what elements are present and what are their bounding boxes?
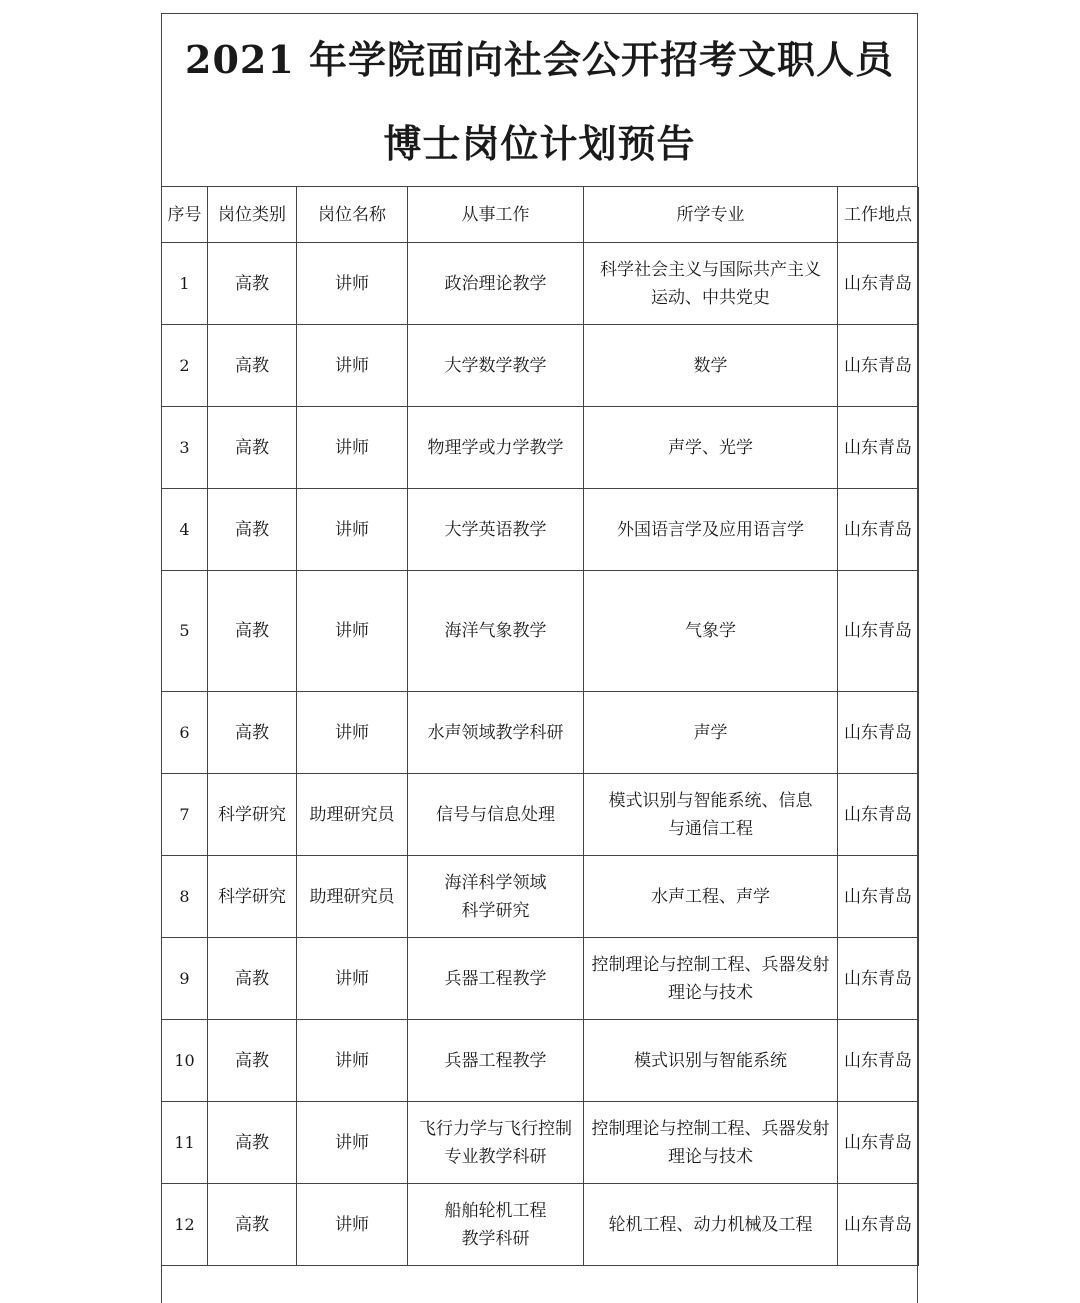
cell-no: 5 bbox=[162, 571, 208, 692]
cell-line: 轮机工程、动力机械及工程 bbox=[608, 1214, 813, 1235]
cell-location: 山东青岛 bbox=[838, 856, 919, 938]
title-line-2: 博士岗位计划预告 bbox=[383, 121, 696, 166]
cell-position: 助理研究员 bbox=[297, 774, 408, 856]
title-line-1: 2021 年学院面向社会公开招考文职人员 bbox=[185, 37, 894, 82]
cell-line: 飞行力学与飞行控制 bbox=[419, 1118, 572, 1139]
cell-line: 船舶轮机工程 bbox=[444, 1200, 547, 1221]
cell-line: 科学社会主义与国际共产主义 bbox=[600, 259, 821, 280]
cell-no: 3 bbox=[162, 407, 208, 489]
cell-position: 讲师 bbox=[297, 1184, 408, 1266]
cell-location: 山东青岛 bbox=[838, 1020, 919, 1102]
cell-line: 理论与技术 bbox=[668, 982, 753, 1003]
cell-no: 2 bbox=[162, 325, 208, 407]
table-header-row bbox=[162, 187, 919, 243]
cell-position: 讲师 bbox=[297, 938, 408, 1020]
cell-major bbox=[584, 938, 838, 1020]
table-row bbox=[162, 774, 919, 856]
cell-work bbox=[408, 1102, 584, 1184]
document-sheet bbox=[161, 13, 918, 1303]
cell-position: 讲师 bbox=[297, 571, 408, 692]
table-row bbox=[162, 243, 919, 325]
cell-location: 山东青岛 bbox=[838, 1102, 919, 1184]
cell-line: 控制理论与控制工程、兵器发射 bbox=[591, 1118, 830, 1139]
cell-work bbox=[408, 774, 584, 856]
cell-line: 兵器工程教学 bbox=[444, 1050, 547, 1071]
cell-major bbox=[584, 774, 838, 856]
cell-position: 讲师 bbox=[297, 692, 408, 774]
cell-line: 海洋气象教学 bbox=[444, 621, 547, 641]
cell-position: 讲师 bbox=[297, 243, 408, 325]
cell-position: 讲师 bbox=[297, 1102, 408, 1184]
cell-line: 模式识别与智能系统 bbox=[634, 1050, 787, 1071]
cell-line: 大学数学教学 bbox=[444, 355, 547, 376]
cell-location: 山东青岛 bbox=[838, 243, 919, 325]
cell-work bbox=[408, 1020, 584, 1102]
cell-line: 控制理论与控制工程、兵器发射 bbox=[591, 954, 830, 975]
table-row bbox=[162, 1184, 919, 1266]
cell-line: 模式识别与智能系统、信息 bbox=[608, 790, 813, 811]
table-row bbox=[162, 938, 919, 1020]
cell-major bbox=[584, 1184, 838, 1266]
header-no: 序号 bbox=[162, 187, 208, 243]
cell-work bbox=[408, 407, 584, 489]
cell-line: 声学、光学 bbox=[668, 437, 753, 458]
cell-major bbox=[584, 1020, 838, 1102]
cell-no: 6 bbox=[162, 692, 208, 774]
cell-category: 高教 bbox=[208, 1020, 297, 1102]
header-position: 岗位名称 bbox=[297, 187, 408, 243]
cell-no: 7 bbox=[162, 774, 208, 856]
cell-line: 与通信工程 bbox=[668, 818, 753, 839]
cell-no: 11 bbox=[162, 1102, 208, 1184]
cell-work bbox=[408, 856, 584, 938]
cell-line: 外国语言学及应用语言学 bbox=[617, 519, 804, 540]
cell-line: 水声领域教学科研 bbox=[427, 722, 564, 743]
cell-category: 高教 bbox=[208, 325, 297, 407]
cell-work bbox=[408, 938, 584, 1020]
cell-line: 信号与信息处理 bbox=[436, 804, 555, 825]
header-category: 岗位类别 bbox=[208, 187, 297, 243]
cell-location: 山东青岛 bbox=[838, 325, 919, 407]
cell-major bbox=[584, 1102, 838, 1184]
cell-line: 海洋科学领域 bbox=[444, 872, 547, 893]
cell-no: 8 bbox=[162, 856, 208, 938]
cell-line: 声学 bbox=[693, 722, 728, 743]
header-location: 工作地点 bbox=[838, 187, 919, 243]
cell-line: 专业教学科研 bbox=[444, 1146, 547, 1167]
header-major: 所学专业 bbox=[584, 187, 838, 243]
cell-major bbox=[584, 856, 838, 938]
cell-location: 山东青岛 bbox=[838, 571, 919, 692]
table-row bbox=[162, 571, 919, 692]
cell-major bbox=[584, 692, 838, 774]
cell-category: 高教 bbox=[208, 1102, 297, 1184]
cell-major bbox=[584, 325, 838, 407]
cell-major bbox=[584, 489, 838, 571]
cell-line: 运动、中共党史 bbox=[651, 287, 770, 308]
cell-no: 12 bbox=[162, 1184, 208, 1266]
table-row bbox=[162, 692, 919, 774]
cell-line: 数学 bbox=[693, 355, 728, 376]
cell-line: 气象学 bbox=[685, 621, 736, 641]
table-row bbox=[162, 325, 919, 407]
cell-work bbox=[408, 571, 584, 692]
cell-position: 讲师 bbox=[297, 407, 408, 489]
document-title bbox=[162, 14, 917, 187]
cell-no: 10 bbox=[162, 1020, 208, 1102]
table-row bbox=[162, 1102, 919, 1184]
cell-location: 山东青岛 bbox=[838, 489, 919, 571]
cell-location: 山东青岛 bbox=[838, 774, 919, 856]
cell-line: 科学研究 bbox=[461, 900, 530, 921]
cell-category: 高教 bbox=[208, 407, 297, 489]
cell-work bbox=[408, 692, 584, 774]
cell-major bbox=[584, 243, 838, 325]
cell-line: 政治理论教学 bbox=[444, 273, 547, 294]
cell-line: 理论与技术 bbox=[668, 1146, 753, 1167]
table-row bbox=[162, 856, 919, 938]
cell-line: 物理学或力学教学 bbox=[427, 437, 564, 458]
cell-category: 科学研究 bbox=[208, 774, 297, 856]
table-row bbox=[162, 1020, 919, 1102]
cell-major bbox=[584, 407, 838, 489]
cell-location: 山东青岛 bbox=[838, 692, 919, 774]
cell-no: 9 bbox=[162, 938, 208, 1020]
positions-table bbox=[161, 187, 919, 1266]
cell-work bbox=[408, 243, 584, 325]
cell-position: 讲师 bbox=[297, 1020, 408, 1102]
cell-location: 山东青岛 bbox=[838, 1184, 919, 1266]
cell-line: 兵器工程教学 bbox=[444, 968, 547, 989]
cell-no: 1 bbox=[162, 243, 208, 325]
cell-position: 讲师 bbox=[297, 489, 408, 571]
cell-category: 高教 bbox=[208, 1184, 297, 1266]
cell-position: 助理研究员 bbox=[297, 856, 408, 938]
cell-major bbox=[584, 571, 838, 692]
cell-line: 大学英语教学 bbox=[444, 519, 547, 540]
table-body bbox=[162, 243, 919, 1266]
table-row bbox=[162, 489, 919, 571]
cell-line: 教学科研 bbox=[461, 1228, 530, 1249]
cell-location: 山东青岛 bbox=[838, 938, 919, 1020]
cell-category: 科学研究 bbox=[208, 856, 297, 938]
cell-line: 水声工程、声学 bbox=[651, 886, 770, 907]
cell-category: 高教 bbox=[208, 571, 297, 692]
cell-work bbox=[408, 325, 584, 407]
table-row bbox=[162, 407, 919, 489]
header-work: 从事工作 bbox=[408, 187, 584, 243]
cell-work bbox=[408, 489, 584, 571]
cell-position: 讲师 bbox=[297, 325, 408, 407]
cell-no: 4 bbox=[162, 489, 208, 571]
cell-category: 高教 bbox=[208, 938, 297, 1020]
cell-work bbox=[408, 1184, 584, 1266]
cell-category: 高教 bbox=[208, 692, 297, 774]
cell-location: 山东青岛 bbox=[838, 407, 919, 489]
cell-category: 高教 bbox=[208, 243, 297, 325]
cell-category: 高教 bbox=[208, 489, 297, 571]
